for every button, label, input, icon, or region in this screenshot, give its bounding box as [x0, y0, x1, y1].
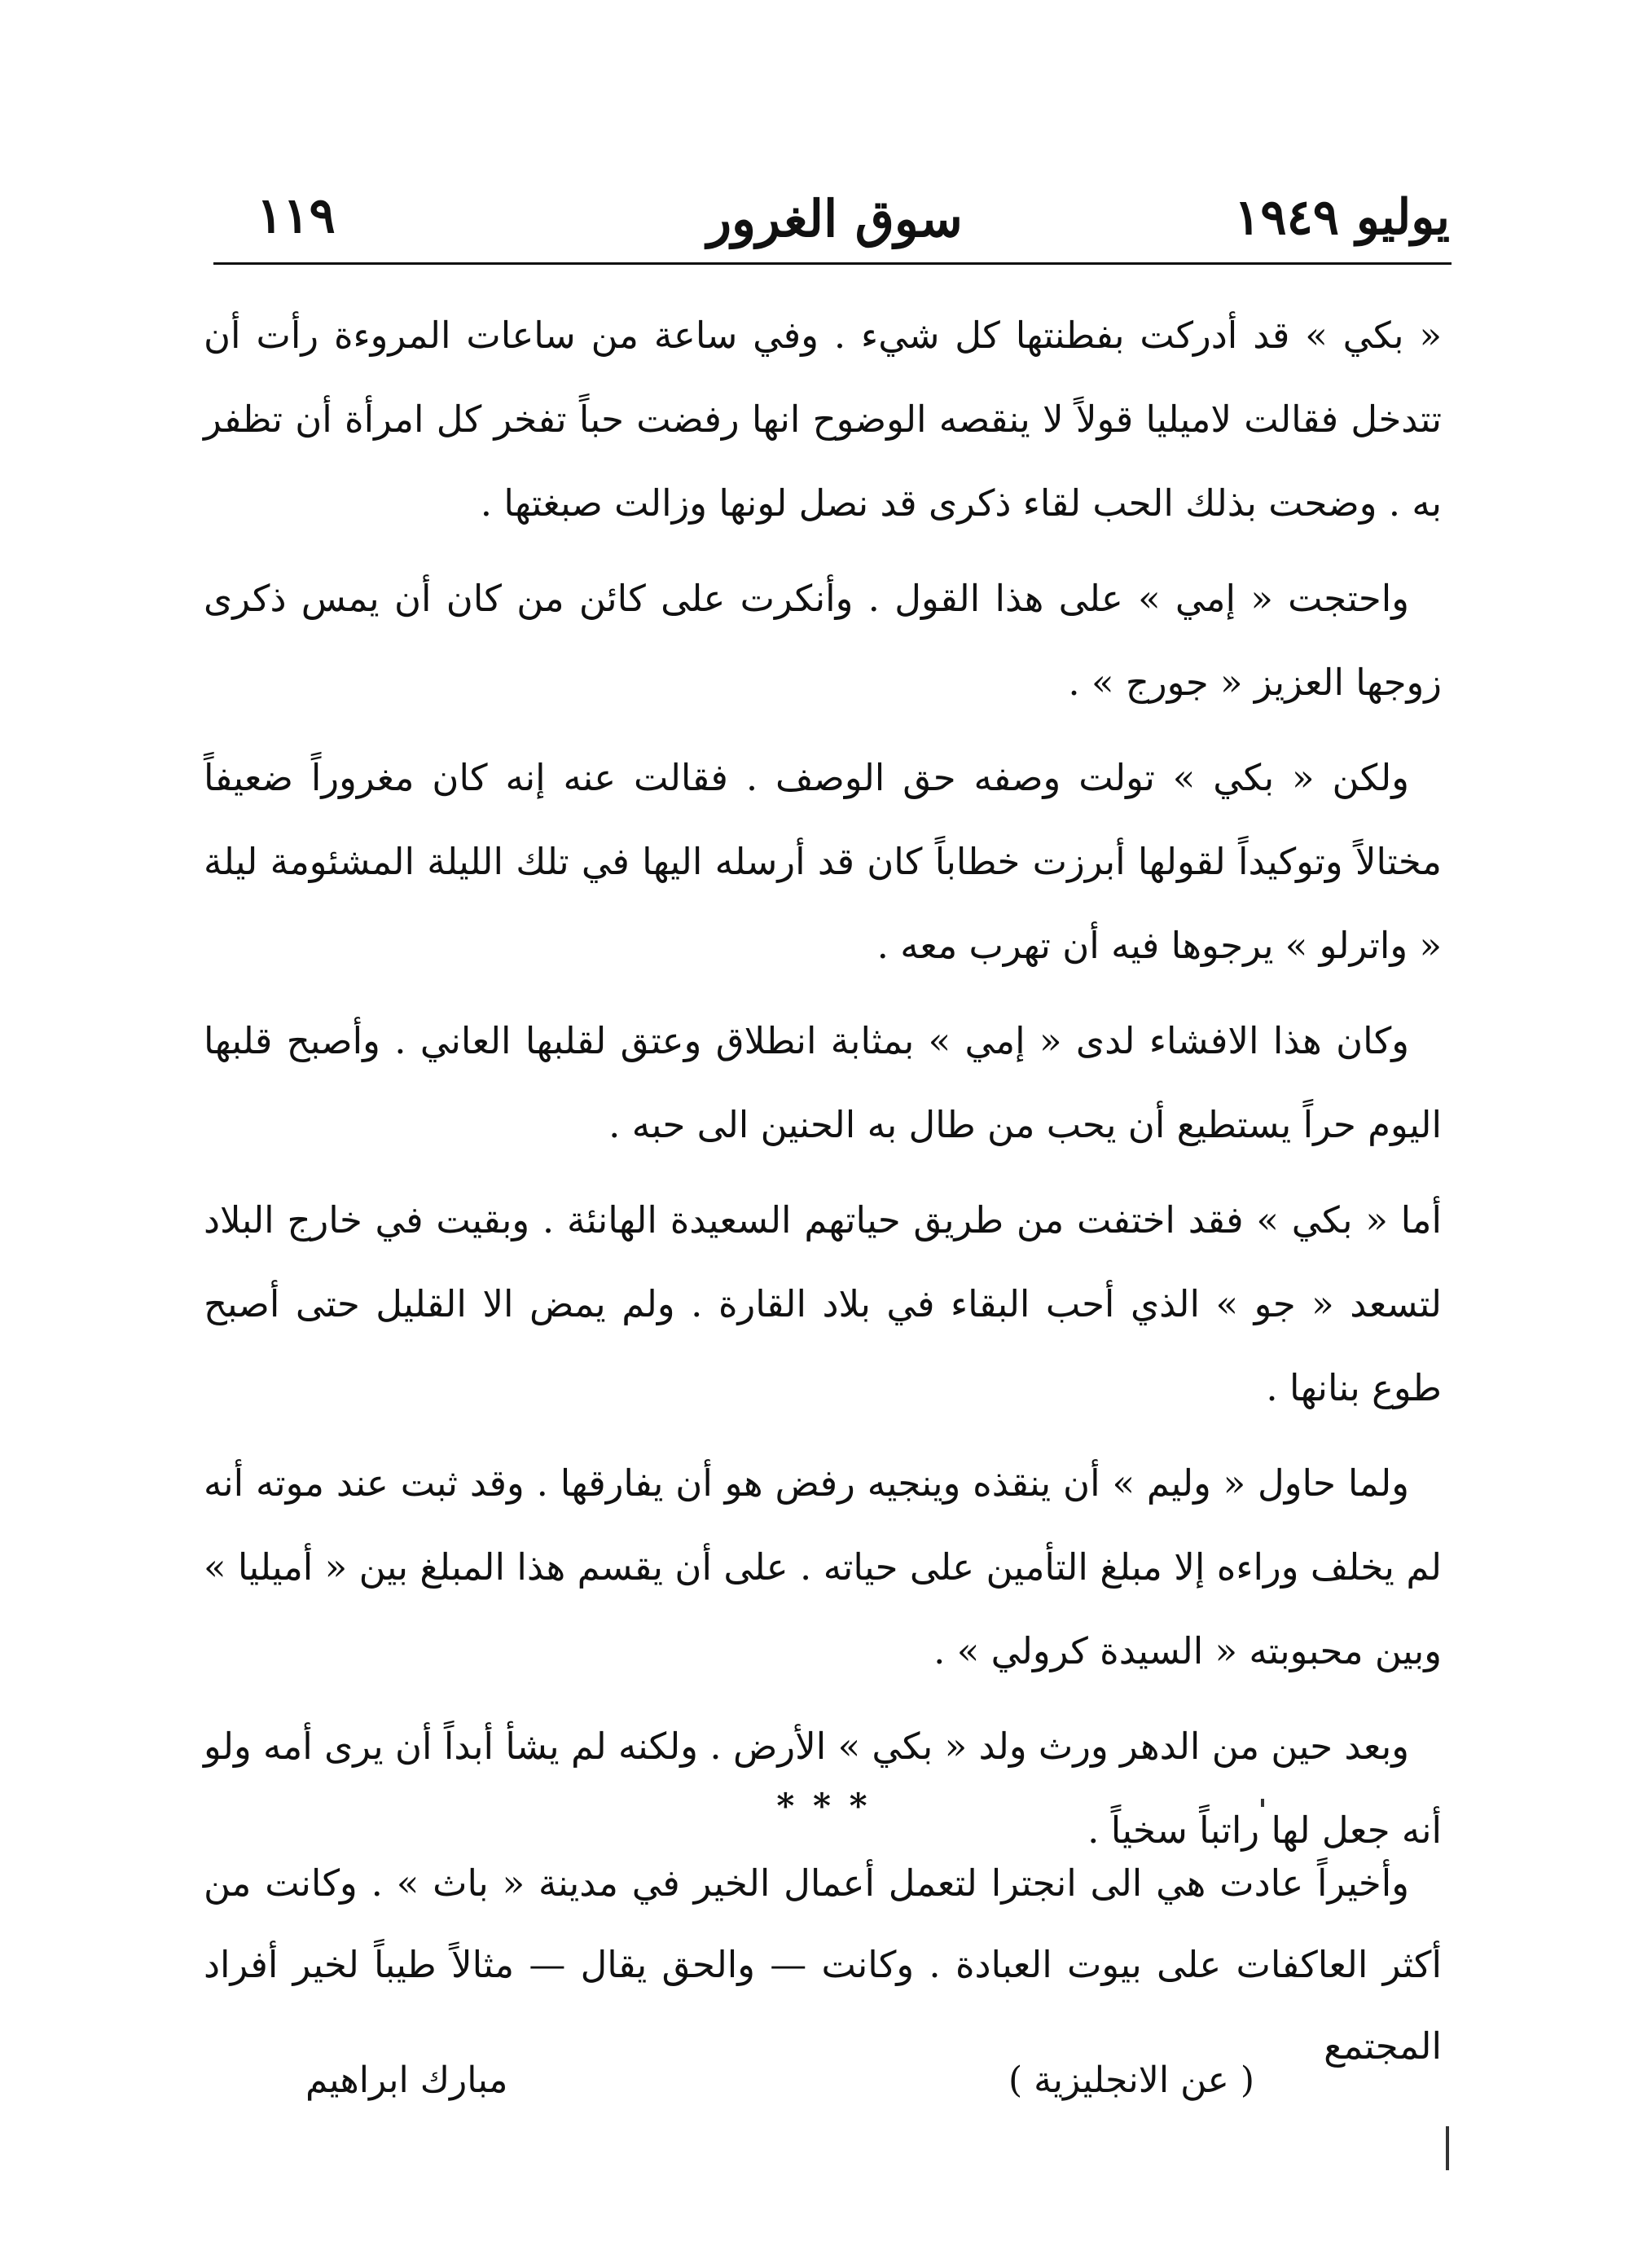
paragraph: ولكن « بكي » تولت وصفه حق الوصف . فقالت عنه إنه كان مغروراً ضعيفاً مختالاً وتوكيداً لقولها أبرزت خطاباً كان قد أرسله اليها في تلك الليلة المشئومة ليلة « واترلو » يرجوها فيه أن تهرب معه .	[204, 756, 1442, 967]
paragraph: واحتجت « إمي » على هذا القول . وأنكرت على كائن من كان أن يمس ذكرى زوجها العزيز « جورج » .	[204, 577, 1442, 704]
translator-name: مبارك ابراهيم	[305, 2059, 508, 2101]
issue-date: يوليو ١٩٤٩	[1234, 189, 1450, 246]
paragraph: وكان هذا الافشاء لدى « إمي » بمثابة انطلاق وعتق لقلبها العاني . وأصبح قلبها اليوم حراً يستطيع أن يحب من طال به الحنين الى حبه .	[204, 1019, 1442, 1146]
paragraph: أما « بكي » فقد اختفت من طريق حياتهم السعيدة الهانئة . وبقيت في خارج البلاد لتسعد « جو » الذي أحب البقاء في بلاد القارة . ولم يمض الا القليل حتى أصبح طوع بنانها .	[204, 1198, 1442, 1409]
body-text	[204, 293, 1442, 1883]
header-rule	[213, 262, 1452, 265]
page-number: ١١٩	[257, 187, 336, 244]
paragraph: « بكي » قد أدركت بفطنتها كل شيء . وفي ساعة من ساعات المروءة رأت أن تتدخل فقالت لاميليا قولاً لا ينقصه الوضوح انها رفضت حباً تفخر كل امرأة أن تظفر به . وضحت بذلك الحب لقاء ذكرى قد نصل لونها وزالت صبغتها .	[204, 314, 1442, 525]
signature-line	[204, 2059, 1442, 2125]
margin-mark	[1446, 2126, 1449, 2170]
section-separator: * * *	[776, 1786, 871, 1826]
running-title: سوق الغرور	[707, 189, 963, 248]
margin-mark	[1261, 1799, 1264, 1807]
paragraph: ولما حاول « وليم » أن ينقذه وينجيه رفض هو أن يفارقها . وقد ثبت عند موته أنه لم يخلف وراءه إلا مبلغ التأمين على حياته . على أن يقسم هذا المبلغ بين « أميليا » وبين محبوبته « السيدة كرولي » .	[204, 1461, 1442, 1672]
translation-source: ( عن الانجليزية )	[1008, 2059, 1254, 2101]
page-header	[220, 179, 1450, 261]
paragraph: وبعد حين من الدهر ورث ولد « بكي » الأرض . ولكنه لم يشأ أبداً أن يرى أمه ولو أنه جعل لها راتباً سخياً .	[204, 1725, 1442, 1852]
paragraph: وأخيراً عادت هي الى انجترا لتعمل أعمال الخير في مدينة « باث » . وكانت من أكثر العاكفات على بيوت العبادة . وكانت — والحق يقال — مثالاً طيباً لخير أفراد المجتمع	[204, 1861, 1442, 2068]
